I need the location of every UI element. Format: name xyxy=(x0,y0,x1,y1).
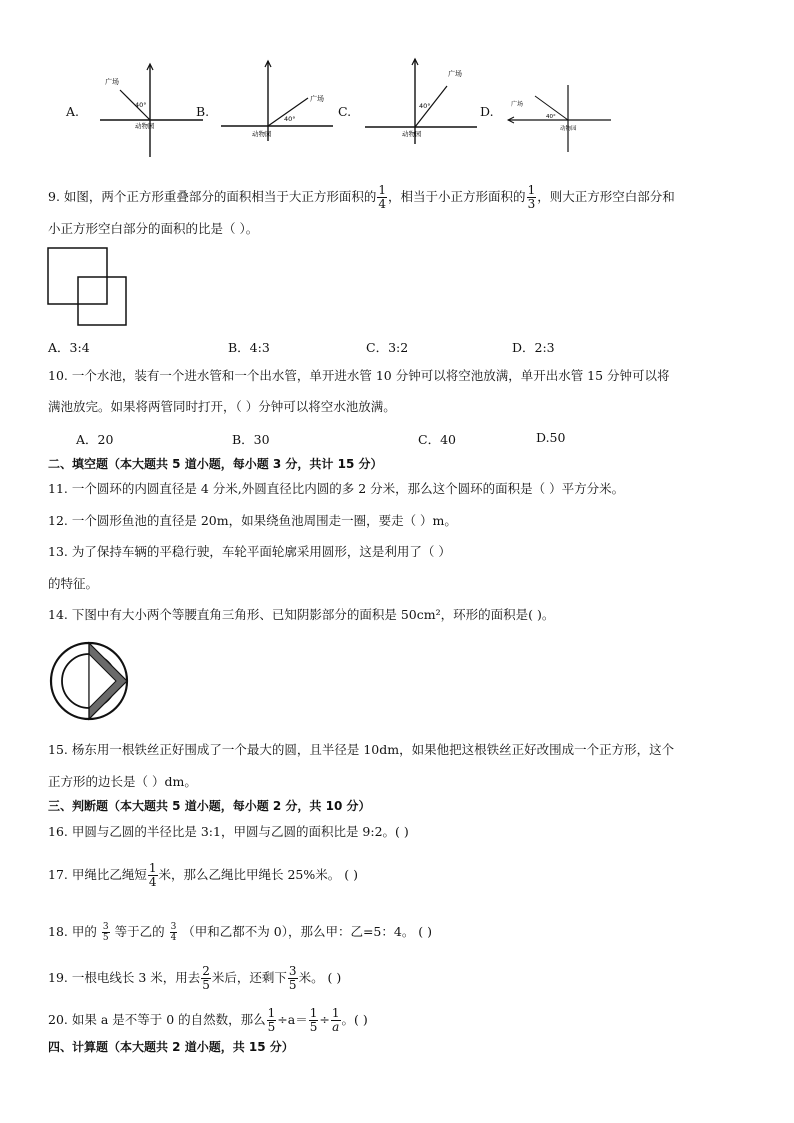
option-c-label: C. xyxy=(338,104,352,119)
q13-line2: 的特征。 xyxy=(48,576,99,591)
q10-option-a: A．20 xyxy=(76,432,114,447)
q13-line1: 13. 为了保持车辆的平稳行驶，车轮平面轮廓采用圆形，这是利用了（ ） xyxy=(48,544,451,559)
q19-frac1: $\frac{2}{5}$ xyxy=(202,964,210,992)
option-a-zoo: 动物园 xyxy=(135,122,155,130)
q14-text: 14. 下图中有大小两个等腰直角三角形、已知阴影部分的面积是 50cm²，环形的面积是( )。 xyxy=(48,607,555,622)
option-a-plaza: 广场 xyxy=(105,78,119,86)
q15-line1: 15. 杨东用一根铁丝正好围成了一个最大的圆，且半径是 10dm，如果他把这根铁丝正好改围成一个正方形，这个 xyxy=(48,742,675,757)
q10-line2: 满池放完。如果将两管同时打开，（ ）分钟可以将空水池放满。 xyxy=(48,399,396,414)
q9-squares-figure xyxy=(46,246,131,328)
q18-frac1: $\frac{3}{5}$ xyxy=(102,922,109,943)
q11-text: 11. 一个圆环的内圆直径是 4 分米,外圆直径比内圆的多 2 分米，那么这个圆环的面积是（ ）平方分米。 xyxy=(48,481,625,496)
q16-text: 16. 甲圆与乙圆的半径比是 3:1，甲圆与乙圆的面积比是 9:2。( ) xyxy=(48,824,409,839)
q9-line2: 小正方形空白部分的面积的比是（ ）。 xyxy=(48,221,259,236)
option-b-diagram xyxy=(218,56,338,146)
option-d-diagram xyxy=(505,82,613,154)
option-d-label: D. xyxy=(480,104,494,119)
option-c-zoo: 动物园 xyxy=(402,130,422,138)
q15-line2: 正方形的边长是（ ）dm。 xyxy=(48,774,197,789)
q14-ring-figure xyxy=(48,640,130,722)
option-b-angle: 40° xyxy=(284,115,296,123)
option-b-zoo: 动物园 xyxy=(252,130,272,138)
q10-option-b: B．30 xyxy=(232,432,270,447)
option-a-angle: 40° xyxy=(135,101,147,109)
q20-frac1: $\frac{1}{5}$ xyxy=(267,1006,276,1034)
q19-frac2: $\frac{3}{5}$ xyxy=(288,964,297,992)
q9-frac2: $\frac{1}{3}$ xyxy=(527,183,536,211)
option-c-plaza: 广场 xyxy=(448,70,462,78)
q20-frac2: $\frac{1}{5}$ xyxy=(309,1006,318,1034)
q10-option-d: D.50 xyxy=(536,430,566,445)
option-d-plaza: 广场 xyxy=(511,101,524,108)
section-3-heading: 三、判断题（本大题共 5 道小题，每小题 2 分，共 10 分） xyxy=(48,799,371,813)
option-d-zoo: 动物园 xyxy=(560,126,577,132)
q9-option-d: D．2:3 xyxy=(512,340,555,355)
q17-text: 17. 甲绳比乙绳短 $\frac{1}{4}$ 米，那么乙绳比甲绳长 25%米。 ( ) xyxy=(48,861,358,889)
option-b-plaza: 广场 xyxy=(310,95,324,103)
q10-line1: 10. 一个水池，装有一个进水管和一个出水管，单开进水管 10 分钟可以将空池放满，单开出水管 15 分钟可以将 xyxy=(48,368,670,383)
q17-frac: $\frac{1}{4}$ xyxy=(148,861,157,889)
q10-option-c: C．40 xyxy=(418,432,456,447)
q18-frac2: $\frac{3}{4}$ xyxy=(170,922,177,943)
q18-text: 18. 甲的 $\frac{3}{5}$ 等于乙的 $\frac{3}{4}$ （甲和乙都不为 0），那么甲：乙=5：4。 ( ) xyxy=(48,922,433,943)
q19-text: 19. 一根电线长 3 米，用去 $\frac{2}{5}$ 米后，还剩下 $\frac{3}{5}$ 米。 ( ) xyxy=(48,964,342,992)
q9-line1: 9. 如图，两个正方形重叠部分的面积相当于大正方形面积的 $\frac{1}{4}$ ，相当于小正方形面积的 $\frac{1}{3}$ ，则大正方形空白部分和 xyxy=(48,183,675,211)
section-4-heading: 四、计算题（本大题共 2 道小题，共 15 分） xyxy=(48,1040,294,1054)
q9-option-a: A．3:4 xyxy=(48,340,90,355)
option-b-label: B. xyxy=(196,104,210,119)
q9-option-b: B．4:3 xyxy=(228,340,270,355)
option-d-angle: 40° xyxy=(546,114,556,120)
q12-text: 12. 一个圆形鱼池的直径是 20m，如果绕鱼池周围走一圈，要走（ ）m。 xyxy=(48,513,457,528)
q20-text: 20. 如果 a 是不等于 0 的自然数，那么 $\frac{1}{5}$ ÷a＝ $\frac{1}{5}$ ÷ $\frac{1}{a}$ 。( ) xyxy=(48,1006,368,1034)
q9-frac1: $\frac{1}{4}$ xyxy=(378,183,387,211)
option-a-label: A. xyxy=(66,104,80,119)
option-c-diagram xyxy=(362,56,480,146)
q20-frac3: $\frac{1}{a}$ xyxy=(331,1006,340,1034)
q9-option-c: C．3:2 xyxy=(366,340,409,355)
section-2-heading: 二、填空题（本大题共 5 道小题，每小题 3 分，共计 15 分） xyxy=(48,457,383,471)
option-c-angle: 40° xyxy=(419,102,431,110)
option-a-diagram xyxy=(95,60,205,160)
